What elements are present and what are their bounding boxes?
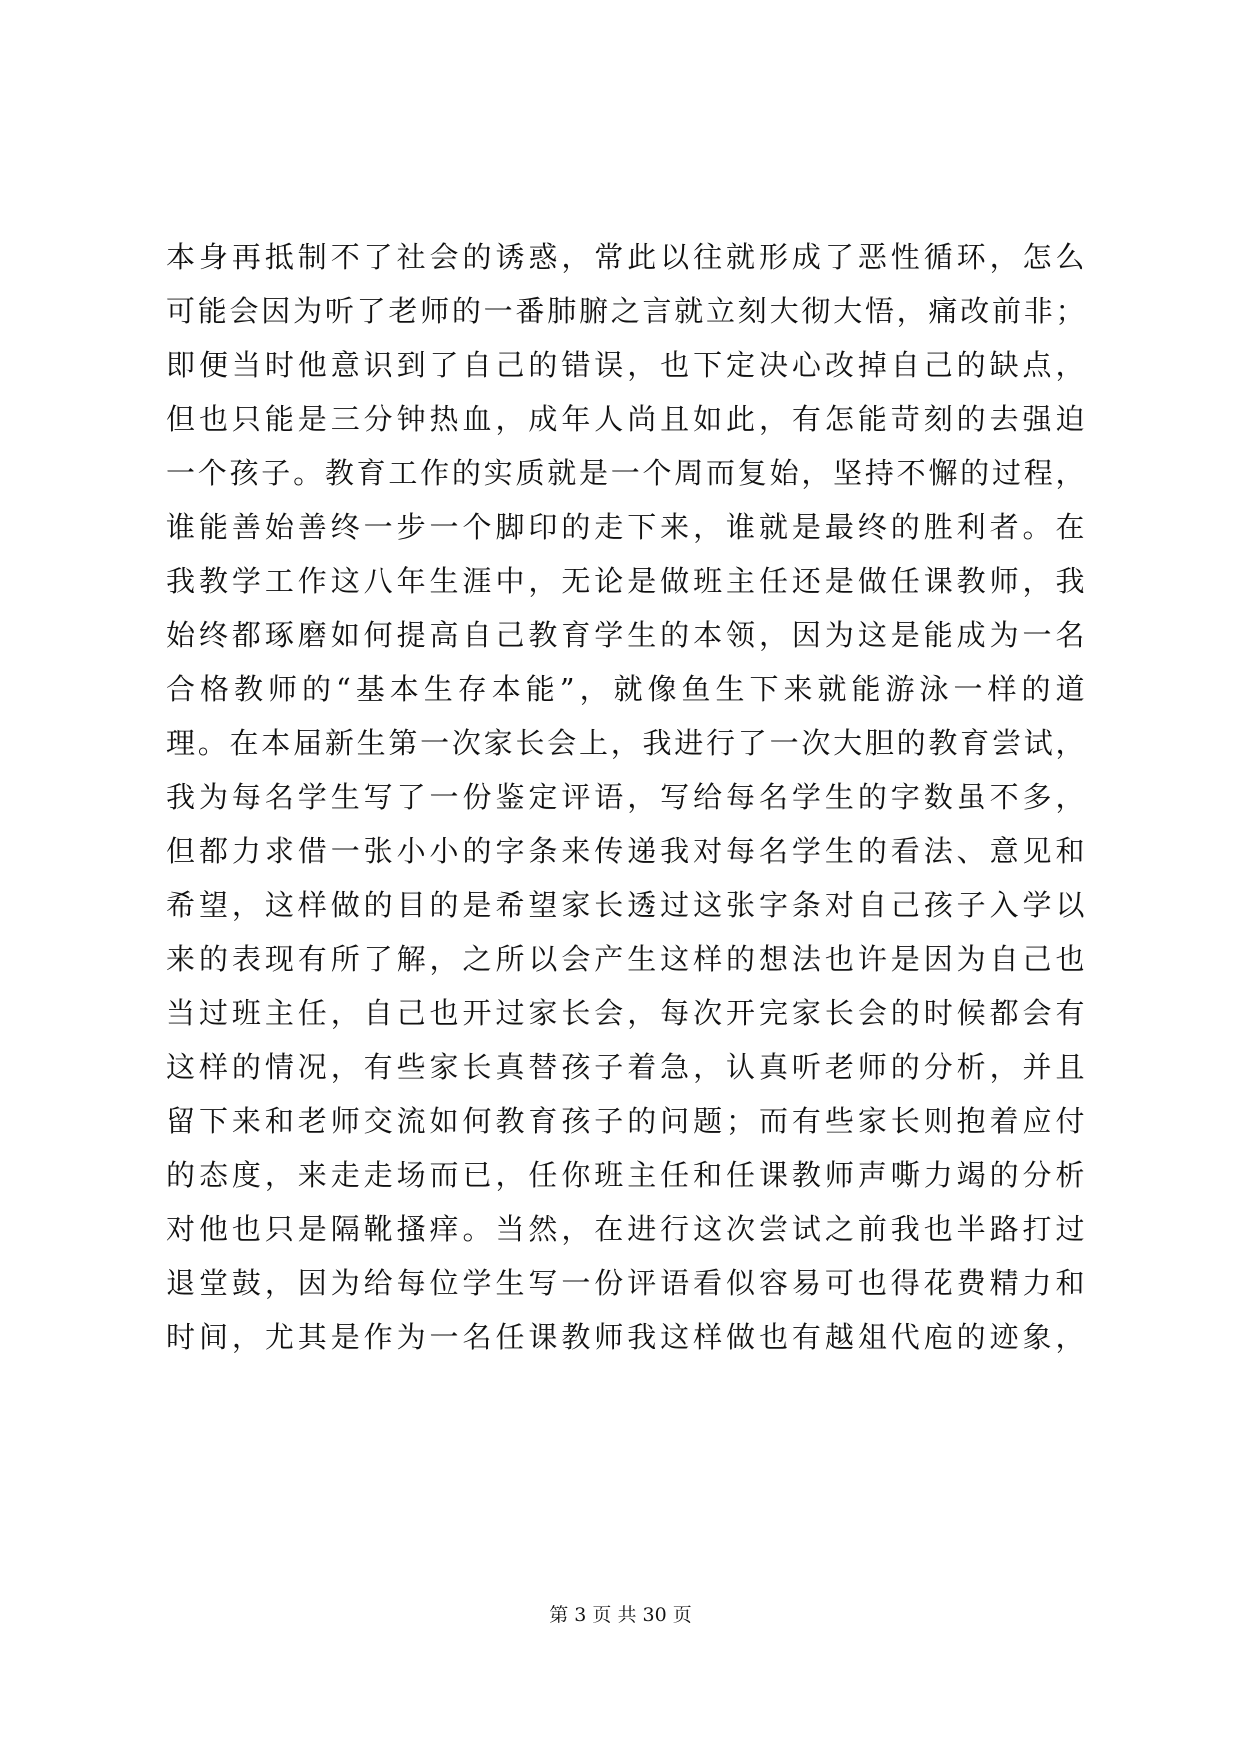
text-line: 我为每名学生写了一份鉴定评语，写给每名学生的字数虽不多， xyxy=(166,780,1086,814)
text-line: 时间，尤其是作为一名任课教师我这样做也有越俎代庖的迹象， xyxy=(166,1320,1086,1354)
page-number-footer: 第 3 页 共 30 页 xyxy=(549,1604,692,1626)
text-line: 我教学工作这八年生涯中，无论是做班主任还是做任课教师，我 xyxy=(166,564,1086,598)
text-line: 始终都琢磨如何提高自己教育学生的本领，因为这是能成为一名 xyxy=(166,618,1086,652)
text-line: 的态度，来走走场而已，任你班主任和任课教师声嘶力竭的分析 xyxy=(166,1158,1086,1192)
text-line: 但也只能是三分钟热血，成年人尚且如此，有怎能苛刻的去强迫 xyxy=(166,402,1086,436)
text-line: 退堂鼓，因为给每位学生写一份评语看似容易可也得花费精力和 xyxy=(166,1266,1086,1300)
text-line: 谁能善始善终一步一个脚印的走下来，谁就是最终的胜利者。在 xyxy=(166,510,1086,544)
text-line: 本身再抵制不了社会的诱惑，常此以往就形成了恶性循环，怎么 xyxy=(166,240,1086,274)
text-line: 即便当时他意识到了自己的错误，也下定决心改掉自己的缺点， xyxy=(166,348,1086,382)
text-line: 但都力求借一张小小的字条来传递我对每名学生的看法、意见和 xyxy=(166,834,1086,868)
text-line: 当过班主任，自己也开过家长会，每次开完家长会的时候都会有 xyxy=(166,996,1086,1030)
text-line: 留下来和老师交流如何教育孩子的问题；而有些家长则抱着应付 xyxy=(166,1104,1086,1138)
text-line: 希望，这样做的目的是希望家长透过这张字条对自己孩子入学以 xyxy=(166,888,1086,922)
text-line: 理。在本届新生第一次家长会上，我进行了一次大胆的教育尝试， xyxy=(166,726,1086,760)
body-paragraph xyxy=(166,230,1086,1364)
text-line: 合格教师的“基本生存本能”，就像鱼生下来就能游泳一样的道 xyxy=(166,672,1086,706)
text-line: 来的表现有所了解，之所以会产生这样的想法也许是因为自己也 xyxy=(166,942,1086,976)
text-line: 对他也只是隔靴搔痒。当然，在进行这次尝试之前我也半路打过 xyxy=(166,1212,1086,1246)
text-line: 一个孩子。教育工作的实质就是一个周而复始，坚持不懈的过程， xyxy=(166,456,1086,490)
text-line: 这样的情况，有些家长真替孩子着急，认真听老师的分析，并且 xyxy=(166,1050,1086,1084)
text-line: 可能会因为听了老师的一番肺腑之言就立刻大彻大悟，痛改前非； xyxy=(166,294,1086,328)
